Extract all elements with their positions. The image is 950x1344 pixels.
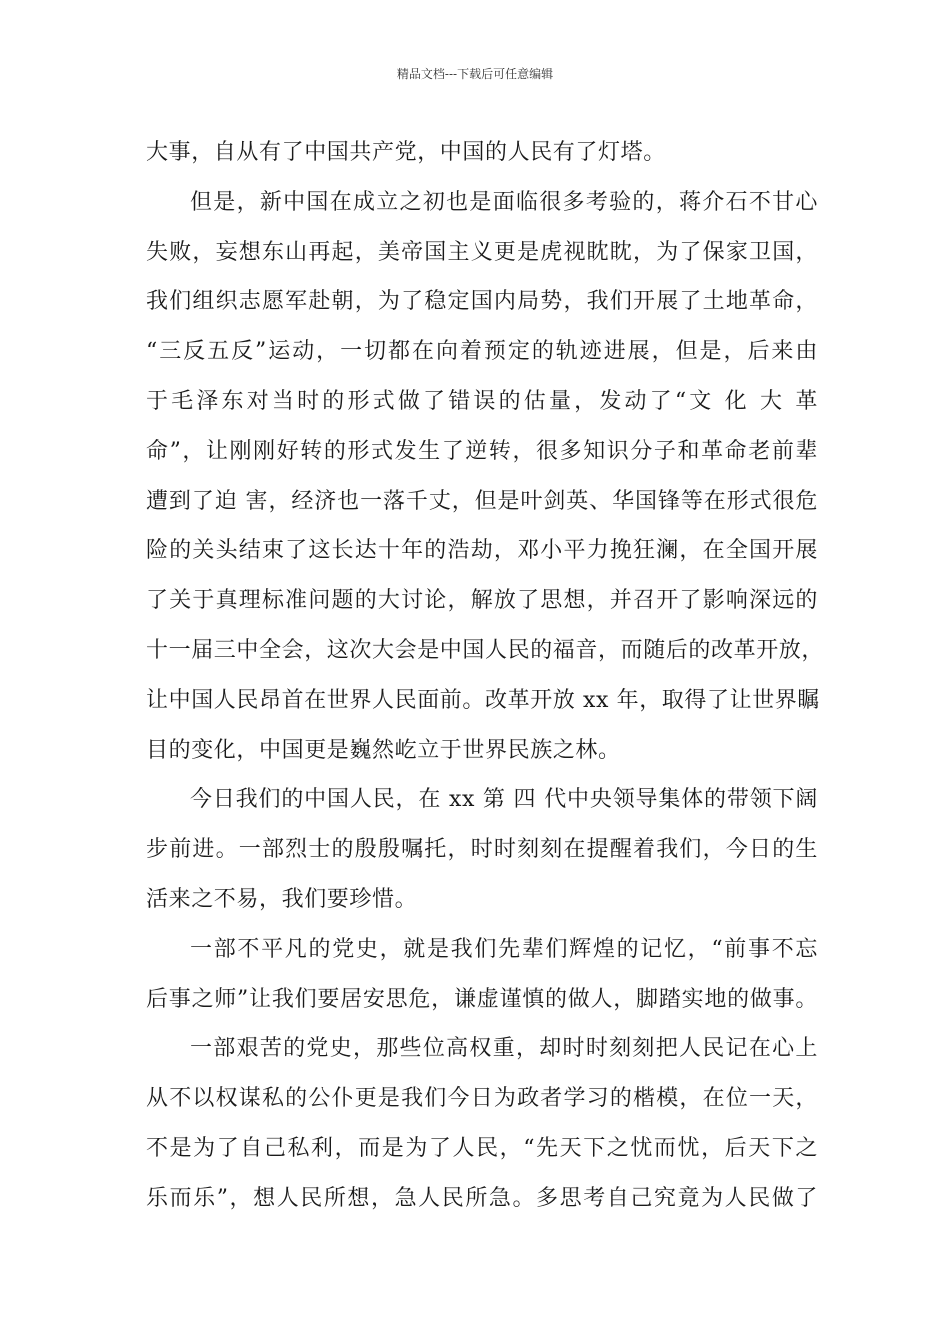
text-line: 乐而乐”，想人民所想，急人民所急。多思考自己究竟为人民做了 <box>146 1185 818 1211</box>
text-line: 命”，让刚刚好转的形式发生了逆转，很多知识分子和革命老前辈 <box>146 438 818 464</box>
text-line: 于毛泽东对当时的形式做了错误的估量，发动了“文 化 大 革 <box>146 388 818 414</box>
text-line: 了关于真理标准问题的大讨论，解放了思想，并召开了影响深远的 <box>146 588 818 614</box>
text-line: 后事之师”让我们要居安思危，谦虚谨慎的做人，脚踏实地的做事。 <box>146 986 818 1012</box>
text-line: 今日我们的中国人民，在 xx 第 四 代中央领导集体的带领下阔 <box>190 787 818 813</box>
body-text <box>146 128 825 1224</box>
text-line: 活来之不易，我们要珍惜。 <box>146 886 418 912</box>
text-line: 遭到了迫 害，经济也一落千丈，但是叶剑英、华国锋等在形式很危 <box>146 488 818 514</box>
text-line: 从不以权谋私的公仆更是我们今日为政者学习的楷模，在位一天， <box>146 1086 818 1112</box>
text-line: 让中国人民昂首在世界人民面前。改革开放 xx 年，取得了让世界瞩 <box>146 687 821 713</box>
text-line: 步前进。一部烈士的殷殷嘱托，时时刻刻在提醒着我们，今日的生 <box>146 837 818 863</box>
text-line: 目的变化，中国更是巍然屹立于世界民族之林。 <box>146 737 621 763</box>
text-line: 失败，妄想东山再起，美帝国主义更是虎视眈眈，为了保家卫国， <box>146 239 818 265</box>
text-line: “三反五反”运动，一切都在向着预定的轨迹进展，但是，后来由 <box>146 339 818 365</box>
text-line: 我们组织志愿军赴朝，为了稳定国内局势，我们开展了土地革命， <box>146 289 818 315</box>
text-line: 但是，新中国在成立之初也是面临很多考验的，蒋介石不甘心 <box>190 189 818 215</box>
text-line: 险的关头结束了这长达十年的浩劫，邓小平力挽狂澜，在全国开展 <box>146 538 818 564</box>
text-line: 十一届三中全会，这次大会是中国人民的福音，而随后的改革开放， <box>146 637 825 663</box>
text-line: 一部艰苦的党史，那些位高权重，却时时刻刻把人民记在心上 <box>190 1036 818 1062</box>
text-line: 不是为了自己私利，而是为了人民，“先天下之忧而忧，后天下之 <box>146 1135 818 1161</box>
text-line: 一部不平凡的党史，就是我们先辈们辉煌的记忆，“前事不忘 <box>190 936 818 962</box>
text-line: 大事，自从有了中国共产党，中国的人民有了灯塔。 <box>146 140 666 165</box>
page-header: 精品文档---下载后可任意编辑 <box>396 67 554 81</box>
